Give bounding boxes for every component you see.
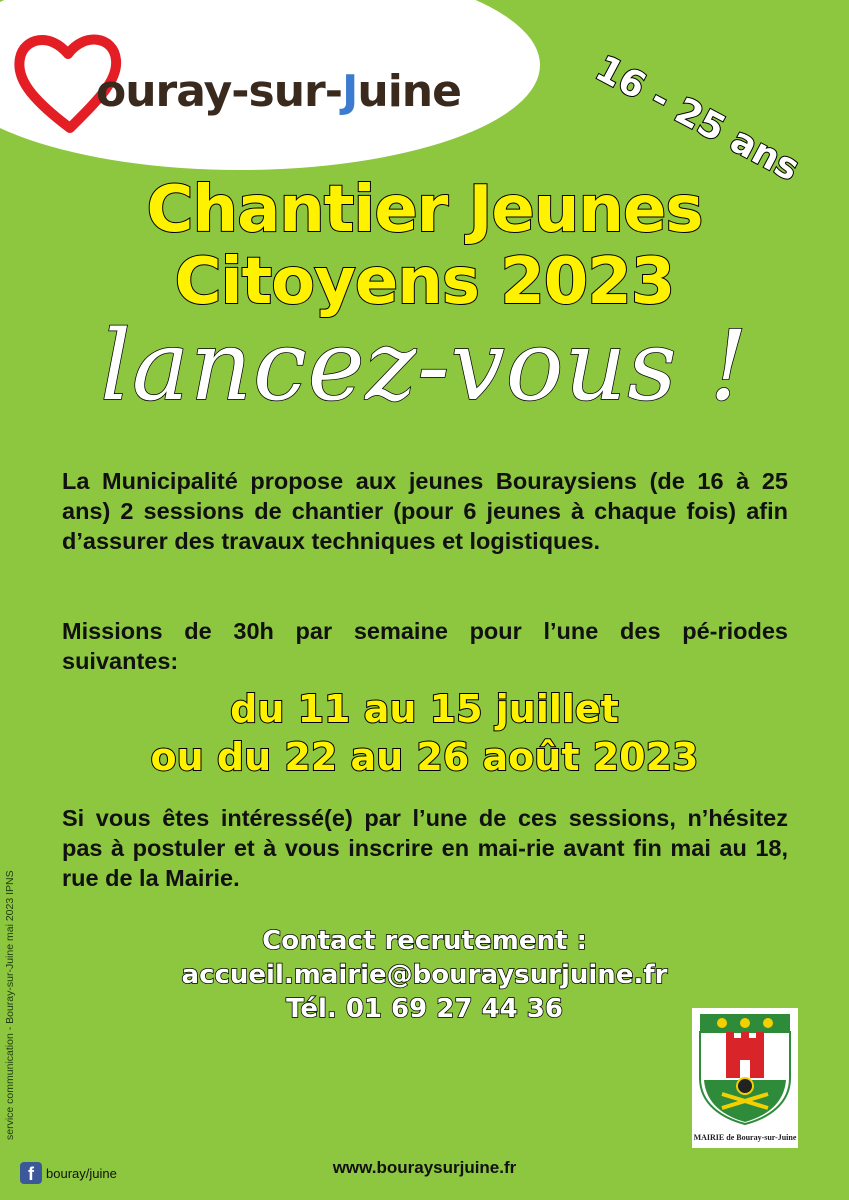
- side-credit: service communication - Bouray-sur-Juine mai 2023 IPNS: [4, 870, 16, 1140]
- intro-paragraph: La Municipalité propose aux jeunes Bouraysiens (de 16 à 25 ans) 2 sessions de chantier (pour 6 jeunes à chaque fois) afin d’assurer des travaux techniques et logistiques.: [62, 468, 788, 554]
- application-paragraph: Si vous êtes intéressé(e) par l’une de ces sessions, n’hésitez pas à postuler et à vous inscrire en mai-rie avant fin mai au 18, rue de la Mairie.: [62, 805, 788, 891]
- title-line-2: Citoyens 2023: [174, 245, 675, 319]
- title-line-1: Chantier Jeunes: [146, 173, 703, 247]
- contact-email[interactable]: accueil.mairie@bouraysurjuine.fr: [181, 960, 668, 990]
- contact-heading: Contact recrutement :: [262, 926, 587, 956]
- crest-label: MAIRIE de Bouray-sur-Juine: [693, 1133, 797, 1142]
- facebook-icon: f: [20, 1162, 42, 1184]
- coat-of-arms-icon: [692, 1008, 798, 1128]
- facebook-handle: bouray/juine: [46, 1165, 117, 1181]
- age-range-badge: 16 - 25 ans: [588, 48, 806, 190]
- contact-phone[interactable]: Tél. 01 69 27 44 36: [286, 994, 563, 1024]
- session-date-2: ou du 22 au 26 août 2023: [150, 735, 699, 779]
- town-logo: [10, 28, 490, 138]
- website-link[interactable]: www.bouraysurjuine.fr: [332, 1158, 517, 1177]
- slogan: lancez-vous !: [100, 310, 749, 422]
- town-name: ouray-sur-Juine: [96, 66, 461, 117]
- session-date-1: du 11 au 15 juillet: [230, 687, 619, 731]
- missions-paragraph: Missions de 30h par semaine pour l’une des pé-riodes suivantes:: [62, 618, 788, 674]
- town-crest: [692, 1008, 798, 1148]
